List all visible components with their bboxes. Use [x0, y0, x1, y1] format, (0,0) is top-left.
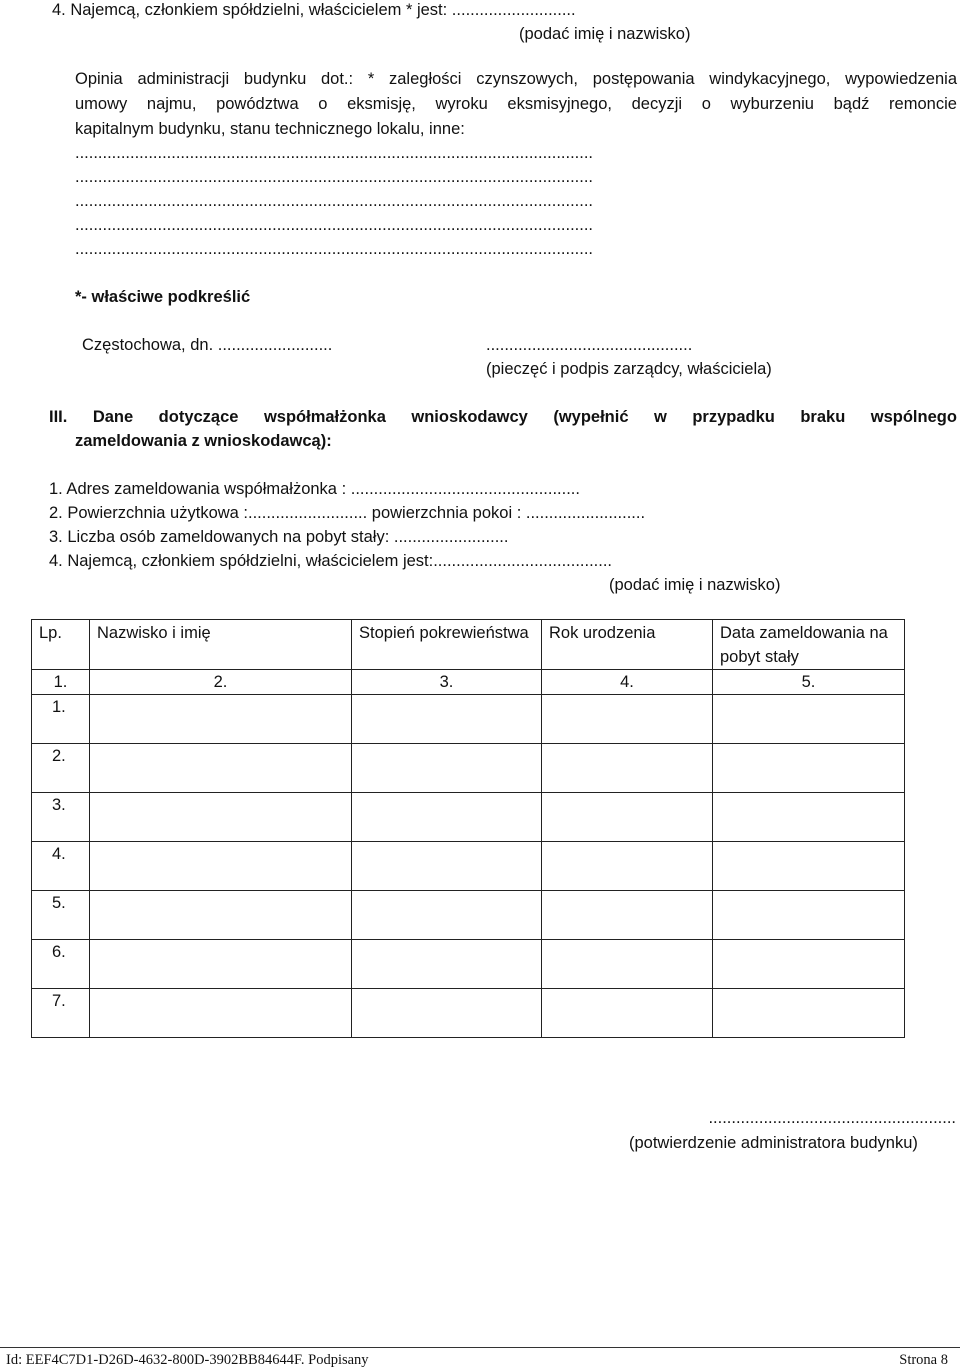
table-header-row — [32, 620, 905, 670]
cell-birth-year[interactable] — [542, 989, 713, 1038]
cell-birth-year[interactable] — [542, 744, 713, 793]
opinion-line-3: kapitalnym budynku, stanu technicznego lokalu, inne: — [75, 120, 465, 138]
cell-name[interactable] — [90, 989, 352, 1038]
row-number: 2. — [32, 744, 90, 793]
row-number: 7. — [32, 989, 90, 1038]
table-row — [32, 842, 905, 891]
section-3-item-4: 4. Najemcą, członkiem spółdzielni, właścicielem jest:....................................... — [49, 552, 613, 570]
table-row — [32, 793, 905, 842]
table-row — [32, 891, 905, 940]
signature-dots: ............................................. — [486, 336, 693, 354]
table-row — [32, 989, 905, 1038]
header-relation: Stopień pokrewieństwa — [352, 620, 542, 670]
cell-relation[interactable] — [352, 744, 542, 793]
signature-caption: (pieczęć i podpis zarządcy, właściciela) — [486, 360, 772, 378]
opinion-line-2: umowy najmu, powództwa o eksmisję, wyroku eksmisyjnego, decyzji o wyburzeniu bądź remoncie — [75, 95, 957, 113]
footer-document-id: Id: EEF4C7D1-D26D-4632-800D-3902BB84644F. Podpisany — [6, 1352, 369, 1368]
section-3-item-1: 1. Adres zameldowania współmałżonka : .................................................. — [49, 480, 580, 498]
header-lp: Lp. — [32, 620, 90, 670]
column-number: 2. — [90, 670, 352, 695]
section-3-heading-line-2: zameldowania z wnioskodawcą): — [75, 432, 332, 450]
cell-relation[interactable] — [352, 695, 542, 744]
header-name: Nazwisko i imię — [90, 620, 352, 670]
row-number: 1. — [32, 695, 90, 744]
cell-name[interactable] — [90, 842, 352, 891]
column-number: 3. — [352, 670, 542, 695]
cell-registration-date[interactable] — [713, 842, 905, 891]
opinion-dots-2: ................................................................................................................. — [75, 168, 594, 186]
opinion-line-1: Opinia administracji budynku dot.: * zaległości czynszowych, postępowania windykacyjnego, wypowiedzenia — [75, 70, 957, 88]
column-number: 1. — [32, 670, 90, 695]
cell-name[interactable] — [90, 793, 352, 842]
cell-name[interactable] — [90, 695, 352, 744]
cell-birth-year[interactable] — [542, 940, 713, 989]
opinion-dots-1: ................................................................................................................. — [75, 144, 594, 162]
row-number: 4. — [32, 842, 90, 891]
cell-registration-date[interactable] — [713, 793, 905, 842]
footnote-underline-note: *- właściwe podkreślić — [75, 288, 251, 306]
header-birth-year: Rok urodzenia — [542, 620, 713, 670]
residents-table — [31, 619, 905, 1038]
cell-birth-year[interactable] — [542, 793, 713, 842]
cell-relation[interactable] — [352, 793, 542, 842]
cell-relation[interactable] — [352, 940, 542, 989]
admin-confirm-dots: ...................................................... — [708, 1109, 956, 1127]
admin-confirm-caption: (potwierdzenie administratora budynku) — [629, 1134, 918, 1152]
cell-relation[interactable] — [352, 989, 542, 1038]
cell-name[interactable] — [90, 891, 352, 940]
opinion-dots-3: ................................................................................................................. — [75, 192, 594, 210]
cell-birth-year[interactable] — [542, 891, 713, 940]
cell-birth-year[interactable] — [542, 842, 713, 891]
table-column-number-row — [32, 670, 905, 695]
cell-registration-date[interactable] — [713, 695, 905, 744]
footer-page-number: Strona 8 — [899, 1352, 948, 1368]
opinion-dots-5: ................................................................................................................. — [75, 240, 594, 258]
cell-registration-date[interactable] — [713, 989, 905, 1038]
header-registration-date: Data zameldowania na pobyt stały — [713, 620, 905, 670]
section-3-item-3: 3. Liczba osób zameldowanych na pobyt stały: ......................... — [49, 528, 509, 546]
cell-registration-date[interactable] — [713, 940, 905, 989]
cell-name[interactable] — [90, 940, 352, 989]
section-3-item-4-hint: (podać imię i nazwisko) — [609, 576, 781, 594]
item-4-owner-line: 4. Najemcą, członkiem spółdzielni, właścicielem * jest: ........................... — [52, 1, 576, 19]
opinion-dots-4: ................................................................................................................. — [75, 216, 594, 234]
section-3-heading-line-1: III. Dane dotyczące współmałżonka wnioskodawcy (wypełnić w przypadku braku wspólnego — [49, 408, 957, 426]
cell-birth-year[interactable] — [542, 695, 713, 744]
cell-registration-date[interactable] — [713, 744, 905, 793]
cell-name[interactable] — [90, 744, 352, 793]
row-number: 6. — [32, 940, 90, 989]
column-number: 4. — [542, 670, 713, 695]
row-number: 5. — [32, 891, 90, 940]
column-number: 5. — [713, 670, 905, 695]
row-number: 3. — [32, 793, 90, 842]
cell-relation[interactable] — [352, 842, 542, 891]
item-4-hint: (podać imię i nazwisko) — [519, 25, 691, 43]
place-date: Częstochowa, dn. ......................... — [82, 336, 333, 354]
table-row — [32, 940, 905, 989]
table-row — [32, 695, 905, 744]
table-row — [32, 744, 905, 793]
cell-registration-date[interactable] — [713, 891, 905, 940]
cell-relation[interactable] — [352, 891, 542, 940]
section-3-item-2: 2. Powierzchnia użytkowa :.......................... powierzchnia pokoi : .......................... — [49, 504, 646, 522]
footer-divider — [0, 1347, 960, 1348]
